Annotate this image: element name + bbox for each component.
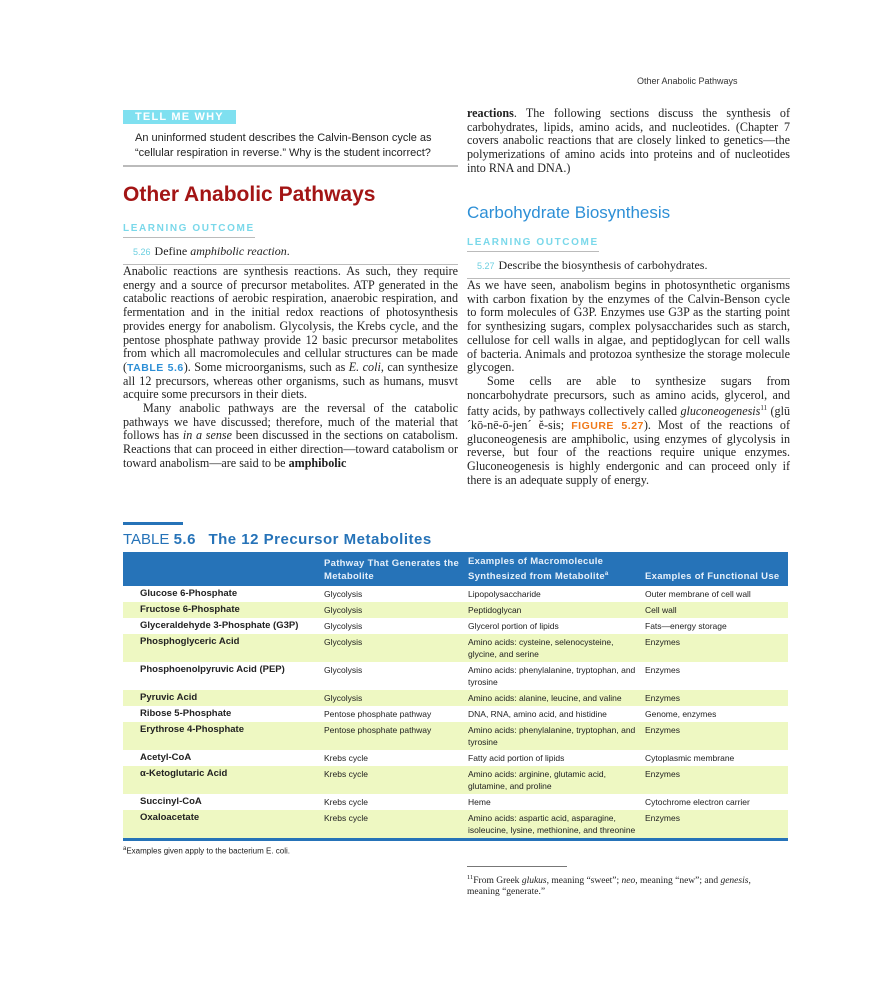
table-5-6 [123, 522, 788, 856]
cell-pathway: Glycolysis [324, 665, 363, 676]
cell-metabolite: Acetyl-CoA [140, 752, 192, 764]
learning-outcome-line [123, 238, 458, 265]
cell-functional-use: Enzymes [645, 810, 788, 838]
text-segment: glukus [521, 876, 547, 887]
cell-macromolecule: Amino acids: alanine, leucine, and valine [468, 690, 645, 706]
cell-metabolite: Oxaloacetate [123, 810, 324, 838]
text-segment: (glū´kō-nē-ō-jen´ ĕ-sis; [467, 404, 790, 433]
cross-reference[interactable]: FIGURE 5.27 [571, 420, 644, 433]
learning-outcome-5-27 [467, 232, 790, 279]
table-header-row [123, 552, 788, 586]
cell-functional-use: Cytoplasmic membrane [645, 753, 735, 764]
cell-functional-use: Fats—energy storage [645, 621, 727, 632]
table-row [123, 810, 788, 838]
cell-macromolecule: Amino acids: phenylalanine, tryptophan, and tyrosine [468, 665, 636, 688]
cell-metabolite: α-Ketoglutaric Acid [123, 766, 324, 794]
footnote-body [467, 876, 751, 897]
footnote-marker: a [604, 571, 609, 577]
text-segment: , meaning “generate.” [467, 876, 751, 898]
cell-pathway: Glycolysis [324, 589, 363, 600]
outcome-term: amphibolic reaction [190, 244, 287, 258]
table-label: TABLE [123, 531, 170, 548]
cell-metabolite: Phosphoglyceric Acid [123, 634, 324, 662]
learning-outcome-5-26 [123, 218, 458, 265]
cell-macromolecule: Peptidoglycan [468, 602, 645, 618]
text-segment: E. coli [348, 359, 381, 374]
paragraph [467, 375, 790, 488]
cell-pathway: Pentose phosphate pathway [324, 709, 432, 720]
table-row [123, 602, 788, 618]
footnote-ref: 11 [760, 404, 768, 413]
tell-me-why-question: An uninformed student describes the Calvin-Benson cycle as “cellular respiration in reverse.” Why is the student incorrect? [135, 132, 432, 159]
cell-functional-use: Enzymes [645, 665, 680, 676]
cell-pathway: Glycolysis [324, 690, 468, 706]
cell-macromolecule: Amino acids: phenylalanine, tryptophan, and tyrosine [468, 722, 645, 750]
cell-functional-use: Cytochrome electron carrier [645, 797, 750, 808]
cell-functional-use: Outer membrane of cell wall [645, 589, 751, 600]
outcome-end: . [286, 244, 290, 258]
right-column-body [467, 279, 790, 488]
paragraph [123, 402, 458, 471]
text-segment: been discussed in the sections on catabolism. Reactions that can proceed in either direction—toward catabolism or toward anabolism—are said to be [123, 428, 458, 470]
table-row [123, 722, 788, 750]
text-segment: , meaning “sweet”; [546, 876, 622, 887]
text-segment: gluconeogenesis [680, 404, 761, 419]
table-row [123, 794, 788, 810]
text-segment: neo [621, 876, 636, 887]
cell-functional-use: Cell wall [645, 602, 788, 618]
cell-metabolite: Glucose 6-Phosphate [140, 588, 238, 600]
table-row [123, 634, 788, 662]
text-segment: amphibolic [288, 455, 347, 470]
running-head: Other Anabolic Pathways [637, 76, 738, 86]
tell-me-why-label: TELL ME WHY [123, 110, 236, 124]
cell-functional-use: Genome, enzymes [645, 709, 717, 720]
cell-metabolite: Erythrose 4-Phosphate [123, 722, 324, 750]
footnote-text [467, 872, 767, 898]
cell-macromolecule: Lipopolysaccharide [468, 589, 541, 600]
header-macromolecule-text: Examples of Macromolecule Synthesized from Metabolite [468, 556, 605, 583]
header-metabolite [123, 552, 324, 586]
text-segment: , can synthesize all 12 precursors, whereas other organisms, such as humans, musvt acquire some precursors in their diets. [123, 359, 458, 402]
subsection-title: Carbohydrate Biosynthesis [467, 203, 671, 222]
learning-outcome-label: LEARNING OUTCOME [123, 223, 255, 238]
cell-metabolite: Glyceraldehyde 3-Phosphate (G3P) [140, 620, 299, 632]
left-column-body [123, 265, 458, 471]
text-segment: As we have seen, anabolism begins in photosynthetic organisms with carbon fixation by the enzymes of the Calvin-Benson cycle to form molecules of G3P. Enzymes use G3P as the starting point for synthesizing sugars, complex polysaccharides such as starch, cellulose for cell walls in algae, and peptidoglycan for cell walls of bacteria. Animals and protozoa synthesize the storage molecule glycogen. [467, 278, 790, 375]
text-segment: Many anabolic pathways are the reversal of the catabolic pathways we have discussed; therefore, much of the material that follows has [123, 401, 458, 443]
cell-pathway: Krebs cycle [324, 810, 468, 838]
cell-metabolite: Succinyl-CoA [140, 796, 202, 808]
text-segment: . The following sections discuss the synthesis of carbohydrates, lipids, amino acids, and nucleotides. (Chapter 7 covers anabolic reactions that are closely linked to genetics—the polymerizations of amino acids into proteins and of nucleotides into RNA and DNA.) [467, 106, 790, 175]
footnote-marker: a [123, 846, 127, 853]
header-functional-use: Examples of Functional Use [645, 552, 788, 586]
cell-pathway: Glycolysis [324, 621, 363, 632]
header-pathway: Pathway That Generates the Metabolite [324, 552, 468, 586]
cell-pathway: Krebs cycle [324, 753, 368, 764]
cell-macromolecule: DNA, RNA, amino acid, and histidine [468, 709, 607, 720]
section-title: Other Anabolic Pathways [123, 183, 376, 206]
table-row [123, 662, 788, 690]
learning-outcome-label: LEARNING OUTCOME [467, 237, 599, 252]
paragraph [467, 107, 790, 176]
paragraph [467, 279, 790, 375]
cell-metabolite: Pyruvic Acid [123, 690, 324, 706]
cell-functional-use: Enzymes [645, 722, 788, 750]
text-segment: ). Most of the reactions of gluconeogenesis are amphibolic, using enzymes of glycolysis in reverse, but four of the reactions require unique enzymes. Gluconeogenesis is highly endergonic and can proceed only if there is an adequate supply of energy. [467, 418, 790, 487]
cell-macromolecule: Glycerol portion of lipids [468, 621, 559, 632]
table-row [123, 766, 788, 794]
table-title: The 12 Precursor Metabolites [208, 531, 432, 548]
precursor-table [123, 552, 788, 838]
header-macromolecule [468, 552, 645, 586]
footnote-number: 11 [467, 874, 474, 881]
cell-pathway: Pentose phosphate pathway [324, 722, 468, 750]
table-row [123, 706, 788, 722]
outcome-number: 5.26 [133, 247, 151, 257]
cell-metabolite: Ribose 5-Phosphate [140, 708, 232, 720]
table-note-text: Examples given apply to the bacterium E. coli. [126, 846, 290, 856]
text-segment: Some cells are able to synthesize sugars from noncarbohydrate precursors, such as amino acids, glycerol, and fatty acids, by pathways collectively called [467, 373, 790, 419]
cross-reference[interactable]: TABLE 5.6 [127, 361, 184, 374]
learning-outcome-line [467, 252, 790, 279]
cell-pathway: Glycolysis [324, 634, 468, 662]
paragraph [123, 265, 458, 402]
outcome-text: Describe the biosynthesis of carbohydrates. [498, 258, 708, 272]
cell-functional-use: Enzymes [645, 690, 788, 706]
text-segment: genesis [720, 876, 749, 887]
footnote [467, 866, 767, 898]
table-row [123, 750, 788, 766]
right-column-intro [467, 107, 790, 176]
cell-macromolecule: Amino acids: arginine, glutamic acid, glutamine, and proline [468, 766, 645, 794]
table-bottom-rule [123, 838, 788, 841]
cell-pathway: Krebs cycle [324, 797, 368, 808]
text-segment: ). Some microorganisms, such as [183, 359, 349, 374]
tell-me-why-box [123, 107, 458, 167]
text-segment: Anabolic reactions are synthesis reactions. As such, they require energy and a source of precursor metabolites. ATP generated in the catabolic reactions of aerobic respiration, anaerobic respiration, and fermentation and in the initial redox reactions of photosynthesis provides energy for anabolism. Glycolysis, the Krebs cycle, and the pentose phosphate pathway provide 12 basic precursor metabolites from which all macromolecules and cellular structures can be made ( [123, 264, 458, 374]
table-note [123, 846, 788, 856]
table-row [123, 586, 788, 602]
table-number: 5.6 [173, 531, 196, 548]
cell-macromolecule: Fatty acid portion of lipids [468, 753, 565, 764]
cell-macromolecule: Amino acids: aspartic acid, asparagine, isoleucine, lysine, methionine, and threonine [468, 810, 645, 838]
text-segment: , meaning “new”; and [635, 876, 721, 887]
cell-functional-use: Enzymes [645, 634, 788, 662]
divider [123, 165, 458, 167]
cell-functional-use: Enzymes [645, 766, 788, 794]
cell-metabolite: Fructose 6-Phosphate [123, 602, 324, 618]
text-segment: in a sense [182, 428, 232, 443]
table-row [123, 690, 788, 706]
cell-pathway: Krebs cycle [324, 766, 468, 794]
table-row [123, 618, 788, 634]
cell-metabolite: Phosphoenolpyruvic Acid (PEP) [140, 664, 285, 676]
cell-macromolecule: Amino acids: cysteine, selenocysteine, glycine, and serine [468, 634, 645, 662]
outcome-text: Define [154, 244, 191, 258]
footnote-rule [467, 866, 567, 867]
table-caption [123, 531, 788, 548]
table-accent-bar [123, 522, 183, 525]
cell-pathway: Glycolysis [324, 602, 468, 618]
cell-macromolecule: Heme [468, 797, 491, 808]
text-segment: reactions [467, 106, 514, 120]
text-segment: From Greek [473, 876, 522, 887]
outcome-number: 5.27 [477, 261, 495, 271]
